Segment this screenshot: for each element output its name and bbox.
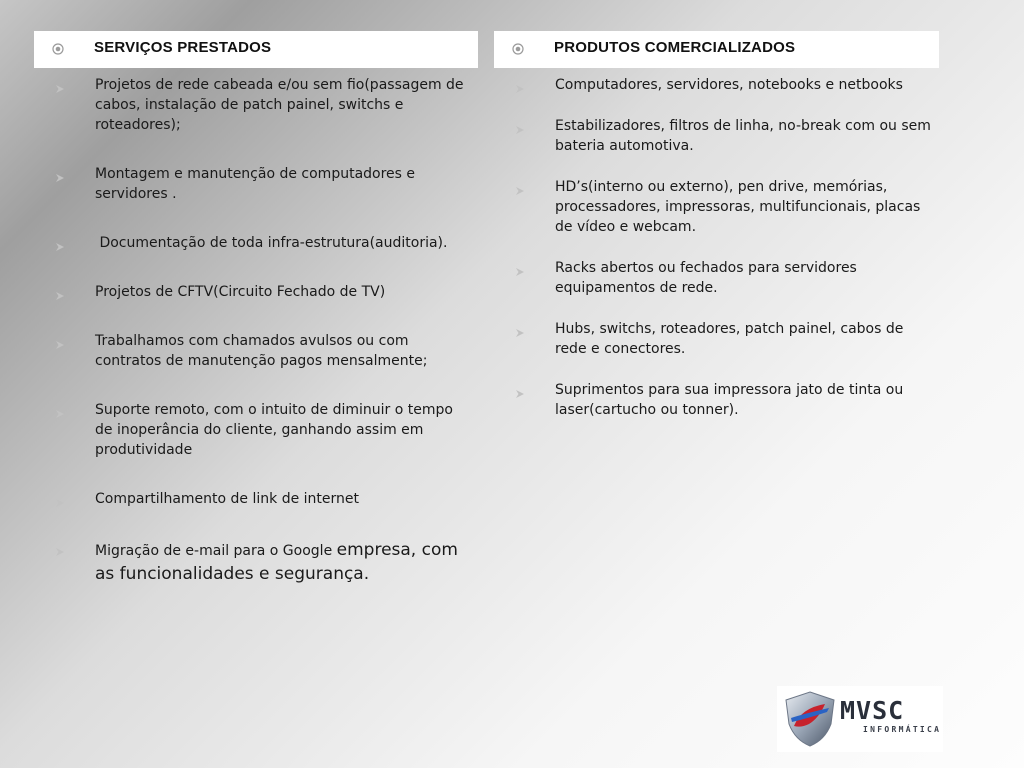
list-item: Computadores, servidores, notebooks e netbooks [515,75,935,95]
list-item: Suporte remoto, com o intuito de diminuir o tempo de inoperância do cliente, ganhando assim em produtividade [55,400,465,460]
mvsc-logo [777,686,943,752]
arrow-bullet-icon [515,324,525,334]
arrow-bullet-icon [55,80,65,90]
arrow-bullet-icon [515,80,525,90]
list-item: Montagem e manutenção de computadores e servidores . [55,164,465,204]
list-item: Projetos de CFTV(Circuito Fechado de TV) [55,282,465,302]
arrow-bullet-icon [55,169,65,179]
list-item: Migração de e-mail para o Google empresa, com as funcionalidades e segurança. [55,538,465,586]
list-item: HD’s(interno ou externo), pen drive, memórias, processadores, impressoras, multifuncionais, placas de vídeo e webcam. [515,177,935,237]
arrow-bullet-icon [55,336,65,346]
arrow-bullet-icon [55,543,65,553]
arrow-bullet-icon [55,287,65,297]
list-item: Trabalhamos com chamados avulsos ou com contratos de manutenção pagos mensalmente; [55,331,465,371]
products-list [515,75,935,441]
shield-icon [779,688,841,750]
list-item: Documentação de toda infra-estrutura(auditoria). [55,233,465,253]
logo-name: MVSC [840,696,905,725]
logo-subtitle: INFORMÁTICA [863,725,942,734]
arrow-bullet-icon [515,121,525,131]
services-header-title: SERVIÇOS PRESTADOS [94,39,272,56]
list-item: Hubs, switchs, roteadores, patch painel, cabos de rede e conectores. [515,319,935,359]
arrow-bullet-icon [515,182,525,192]
arrow-bullet-icon [515,263,525,273]
list-item: Racks abertos ou fechados para servidores equipamentos de rede. [515,258,935,298]
services-header [34,31,478,68]
list-item: Compartilhamento de link de internet [55,489,465,509]
list-item: Projetos de rede cabeada e/ou sem fio(passagem de cabos, instalação de patch painel, switchs e roteadores); [55,75,465,135]
arrow-bullet-icon [515,385,525,395]
products-header [494,31,939,68]
arrow-bullet-icon [55,494,65,504]
products-header-title: PRODUTOS COMERCIALIZADOS [554,39,796,56]
services-list [55,75,465,615]
arrow-bullet-icon [55,238,65,248]
list-item: Suprimentos para sua impressora jato de tinta ou laser(cartucho ou tonner). [515,380,935,420]
list-item: Estabilizadores, filtros de linha, no-break com ou sem bateria automotiva. [515,116,935,156]
circle-bullet-icon [512,43,524,55]
arrow-bullet-icon [55,405,65,415]
circle-bullet-icon [52,43,64,55]
